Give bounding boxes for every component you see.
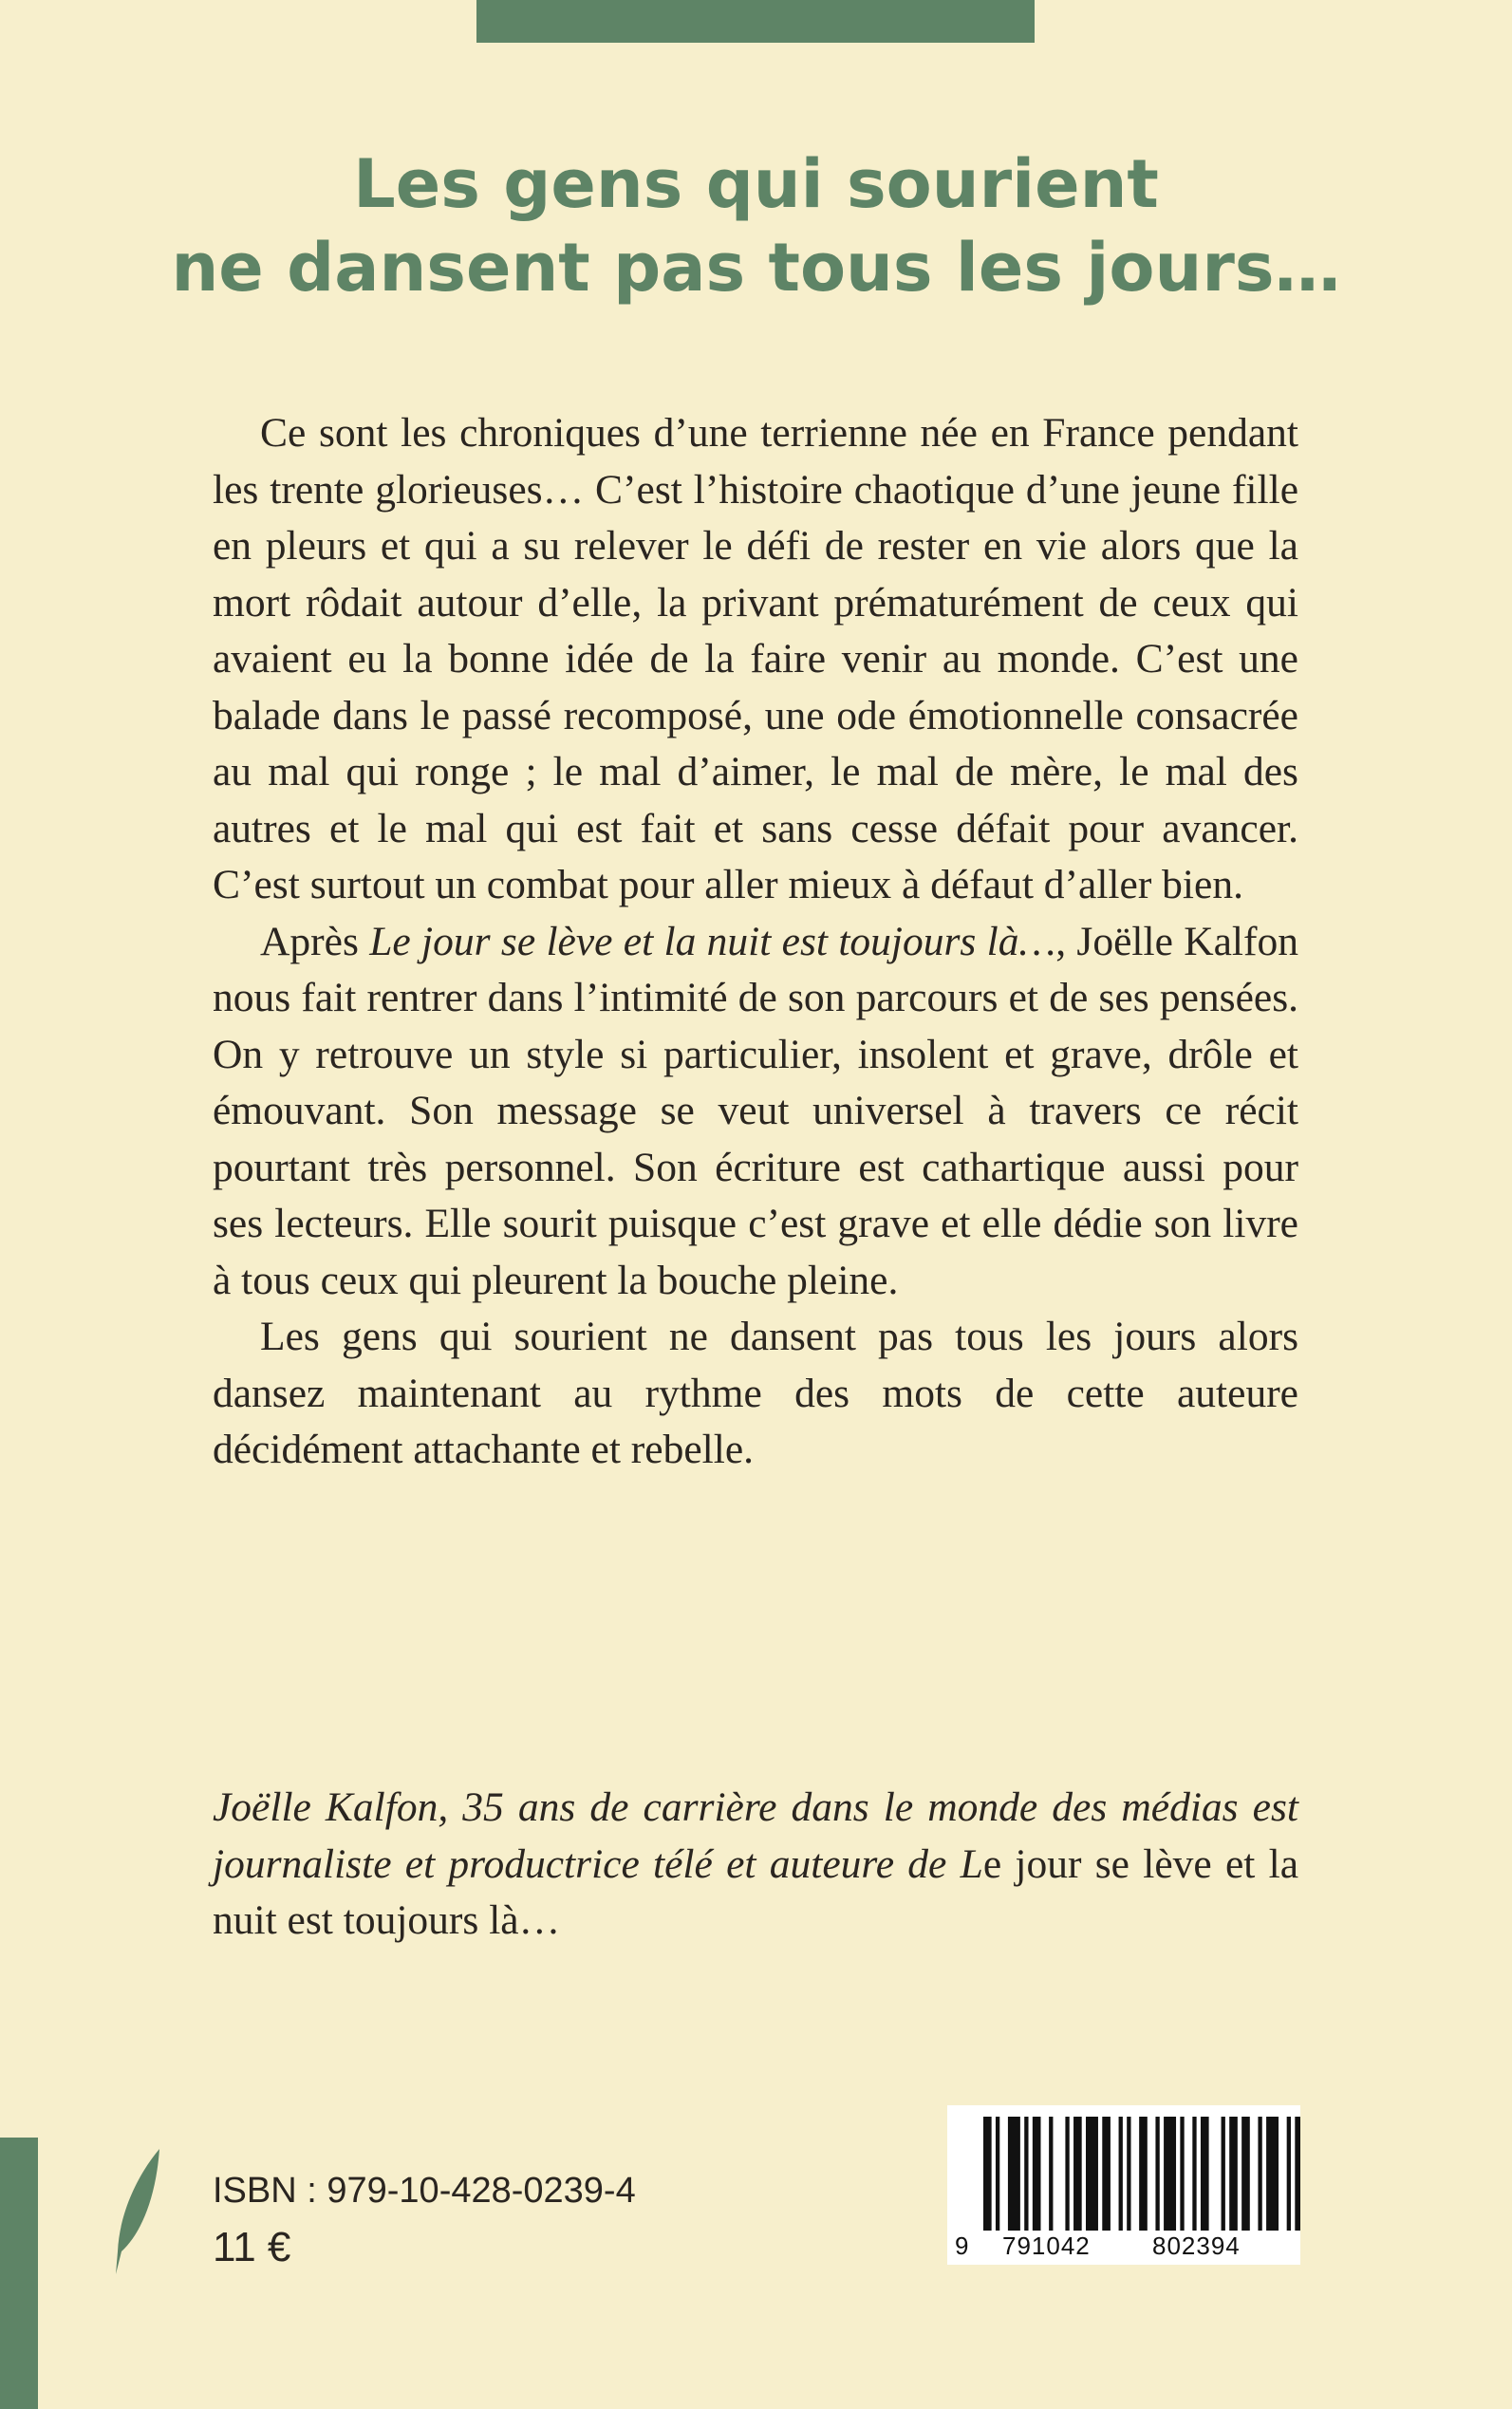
feather-logo-icon (110, 2145, 167, 2278)
barcode-bar (1065, 2117, 1069, 2231)
barcode-bar (1155, 2117, 1159, 2231)
barcode-bar (1295, 2117, 1300, 2231)
summary-paragraph-2 (213, 914, 1298, 1310)
barcode-bar (1033, 2117, 1041, 2231)
barcode-bar (1008, 2117, 1020, 2231)
barcode-digit-first: 9 (955, 2232, 970, 2260)
top-color-tab (476, 0, 1035, 43)
side-color-tab (0, 2138, 38, 2409)
barcode-bar (1164, 2117, 1176, 2231)
isbn: ISBN : 979-10-428-0239-4 (213, 2171, 636, 2211)
barcode-bar (1139, 2117, 1148, 2231)
price: 11 € (213, 2224, 291, 2270)
barcode-digits-right: 802394 (1152, 2232, 1241, 2260)
barcode-digits-left: 791042 (1002, 2232, 1091, 2260)
barcode-bar (1241, 2117, 1250, 2231)
barcode-bar (1024, 2117, 1028, 2231)
barcode-bar (1119, 2117, 1123, 2231)
barcode-bar (1222, 2117, 1225, 2231)
p2-after: , Joëlle Kalfon nous fait rentrer dans l’intimité de son parcours et de ses pensées. On y retrouve un style si particulier, insolent et grave, drôle et émouvant. Son message se veut universel à travers ce récit pourtant très personnel. Son écriture est cathartique aussi pour ses lecteurs. Elle sourit puisque c’est grave et elle dédie son livre à tous ceux qui pleurent la bouche pleine. (213, 918, 1298, 1303)
summary-paragraph-3: Les gens qui sourient ne dansent pas tous les jours alors dansez maintenant au rythme des mots de cette auteure décidément attachante et rebelle. (213, 1314, 1298, 1472)
barcode-bar (996, 2117, 999, 2231)
barcode-bar (1086, 2117, 1098, 2231)
barcode-bar (1180, 2117, 1184, 2231)
barcode-bar (1258, 2117, 1261, 2231)
barcode-bar (1073, 2117, 1082, 2231)
barcode-bar (1127, 2117, 1130, 2231)
author-bio-roman: e jour se lève et la nuit est toujours là… (213, 1840, 1298, 1943)
barcode-bar (1049, 2117, 1053, 2231)
previous-book-title: Le jour se lève et la nuit est toujours là… (369, 918, 1056, 964)
barcode-bar (1266, 2117, 1279, 2231)
author-bio-italic: Joëlle Kalfon, 35 ans de carrière dans le monde des médias est journaliste et productrice télé et auteure de L (213, 1784, 1298, 1887)
p2-before: Après (260, 918, 370, 964)
barcode-bar (1192, 2117, 1196, 2231)
title-line-2: ne dansent pas tous les jours… (171, 229, 1341, 307)
barcode-bar (1102, 2117, 1111, 2231)
summary-paragraph-1: Ce sont les chroniques d’une terrienne née en France pendant les trente glorieuses… C’est l’histoire chaotique d’une jeune fille en pleurs et qui a su relever le défi de rester en vie alors que la mort rôdait autour d’elle, la privant prématurément de ceux qui avaient eu la bonne idée de la faire venir au monde. C’est une balade dans le passé recomposé, une ode émotionnelle consacrée au mal qui ronge ; le mal d’aimer, le mal de mère, le mal des autres et le mal qui est fait et sans cesse défait pour avancer. C’est surtout un combat pour aller mieux à défaut d’aller bien. (213, 410, 1298, 907)
barcode-bar (983, 2117, 992, 2231)
barcode-bar (1201, 2117, 1209, 2231)
barcode-bars (947, 2105, 1300, 2265)
title-line-1: Les gens qui sourient (353, 145, 1159, 223)
author-bio (213, 1780, 1298, 1950)
book-title (0, 142, 1512, 309)
barcode (947, 2105, 1300, 2265)
barcode-bar (1229, 2117, 1238, 2231)
book-summary (213, 405, 1298, 1479)
barcode-bar (1287, 2117, 1291, 2231)
